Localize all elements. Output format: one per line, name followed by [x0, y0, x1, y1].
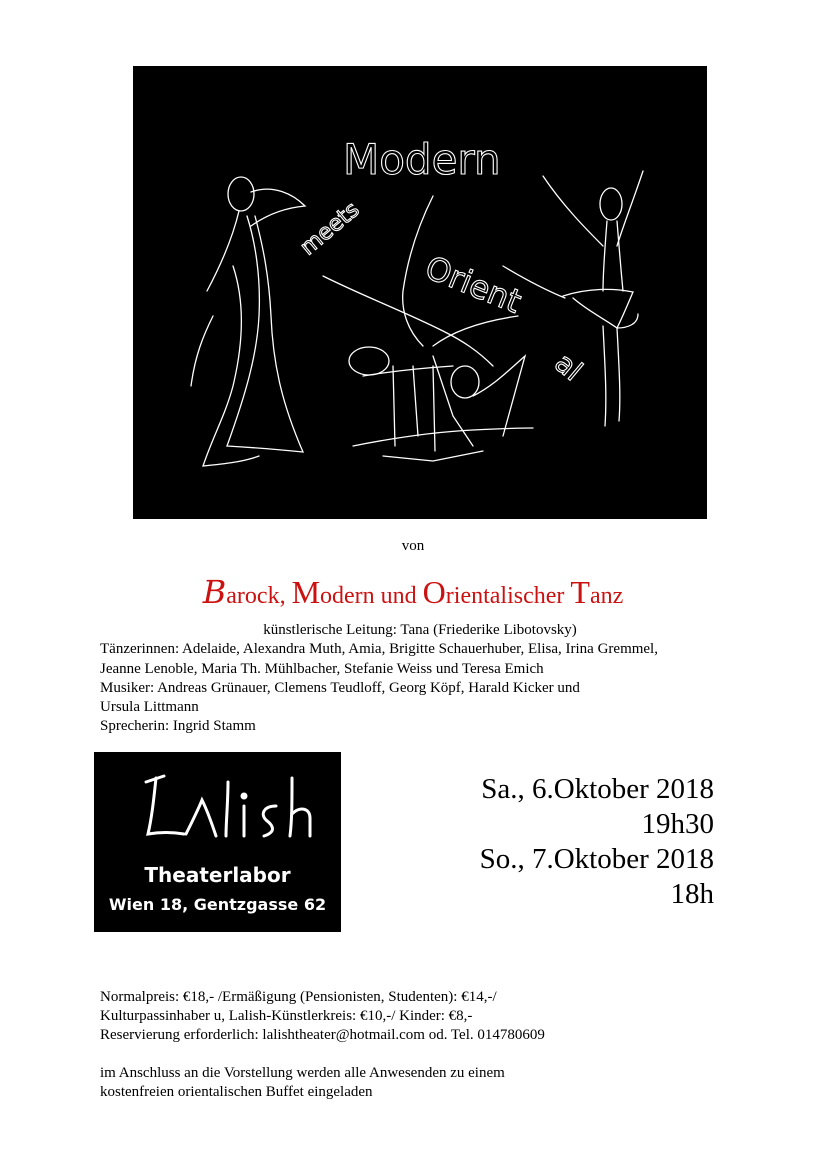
- speaker-line: Sprecherin: Ingrid Stamm: [100, 718, 256, 735]
- left-dancer-figure: [191, 177, 305, 466]
- dance-sketch-illustration: [133, 66, 707, 519]
- company-word-modern: odern und: [320, 583, 417, 609]
- company-name: [0, 573, 826, 611]
- von-label: von: [401, 538, 425, 554]
- credits-block: [100, 621, 740, 737]
- poster-title-orient: Orient: [420, 248, 527, 321]
- venue-name: Theaterlabor: [144, 863, 291, 887]
- price-line-2: Kulturpassinhaber u, Lalish-Künstlerkreis: €10,-/ Kinder: €8,-: [100, 1008, 473, 1024]
- date-2: So., 7.Oktober 2018: [479, 843, 714, 875]
- company-word-orientalischer: rientalischer: [445, 583, 565, 609]
- poster-artwork: [133, 66, 707, 519]
- company-initial-m: M: [291, 574, 321, 610]
- lalish-logo: [94, 752, 341, 862]
- lalish-logo-lettering: [146, 776, 310, 836]
- time-1: 19h30: [641, 808, 714, 840]
- buffet-line-2: kostenfreien orientalischen Buffet eingeladen: [100, 1084, 373, 1100]
- poster-title-modern: Modern: [343, 135, 501, 184]
- reservation-line: Reservierung erforderlich: lalishtheater@hotmail.com od. Tel. 014780609: [100, 1027, 545, 1043]
- company-initial-t: T: [570, 574, 590, 610]
- price-line-1: Normalpreis: €18,- /Ermäßigung (Pensionisten, Studenten): €14,-/: [100, 989, 497, 1005]
- time-2: 18h: [670, 878, 714, 910]
- poster-title-al: al: [548, 346, 589, 388]
- venue-logo-box: [94, 752, 341, 932]
- performance-dates: [480, 772, 714, 912]
- musicians-line-1: Musiker: Andreas Grünauer, Clemens Teudloff, Georg Köpf, Harald Kicker und: [100, 679, 580, 696]
- date-1: Sa., 6.Oktober 2018: [481, 773, 714, 805]
- company-word-tanz: anz: [589, 583, 624, 609]
- right-dancer-figure: [503, 171, 643, 426]
- buffet-info: [100, 1064, 740, 1102]
- company-word-barock: arock,: [226, 583, 286, 609]
- price-info: [100, 988, 740, 1045]
- buffet-line-1: im Anschluss an die Vorstellung werden alle Anwesenden zu einem: [100, 1065, 505, 1081]
- musicians-line-2: Ursula Littmann: [100, 699, 199, 716]
- middle-dancer-figure: [323, 196, 533, 461]
- artistic-direction: künstlerische Leitung: Tana (Friederike Libotovsky): [263, 622, 577, 638]
- company-initial-b: B: [202, 573, 227, 611]
- dancers-line-1: Tänzerinnen: Adelaide, Alexandra Muth, Amia, Brigitte Schauerhuber, Elisa, Irina Gremmel,: [100, 641, 658, 658]
- venue-address: Wien 18, Gentzgasse 62: [108, 895, 327, 914]
- poster-title-meets: meets: [295, 197, 365, 261]
- company-initial-o: O: [422, 574, 446, 610]
- dancers-line-2: Jeanne Lenoble, Maria Th. Mühlbacher, Stefanie Weiss und Teresa Emich: [100, 660, 544, 677]
